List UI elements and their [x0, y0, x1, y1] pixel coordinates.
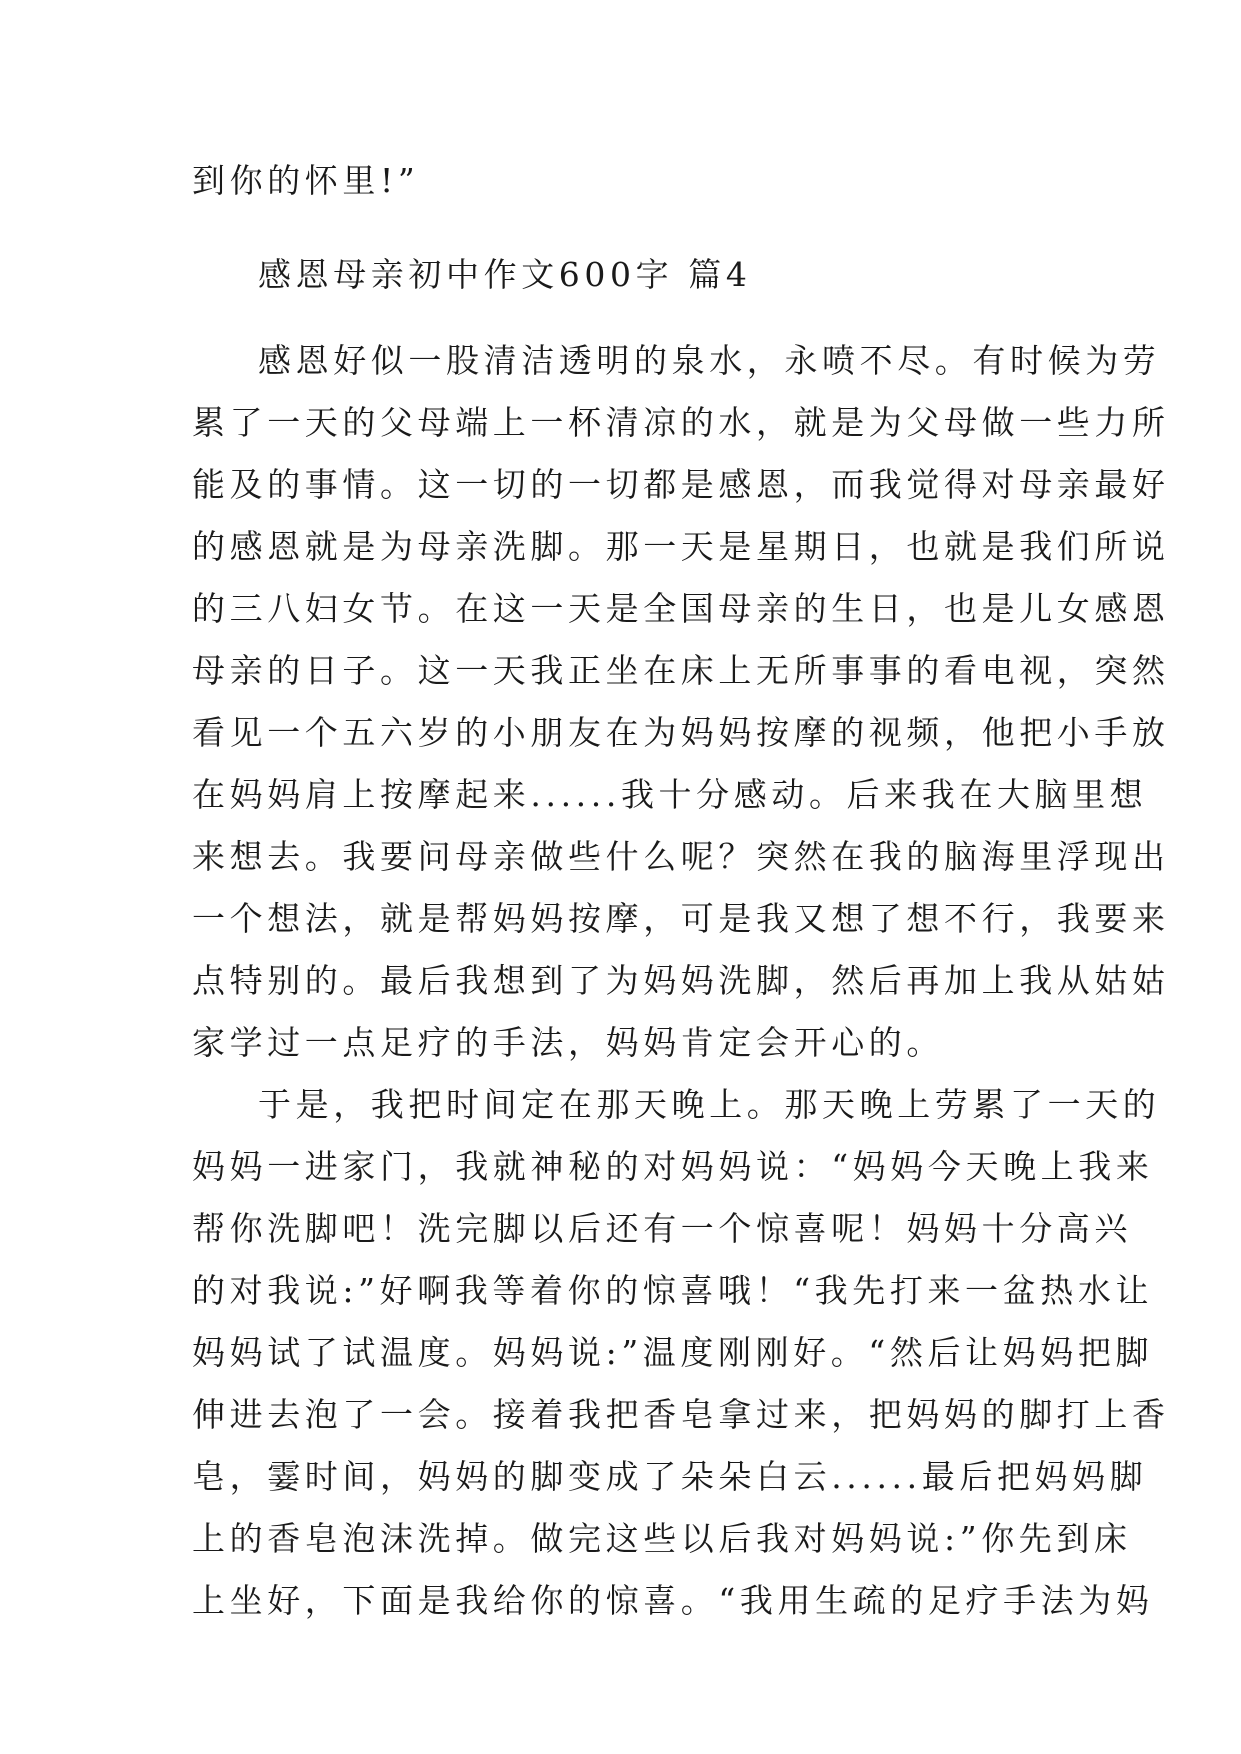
text-line: 母亲的日子。这一天我正坐在床上无所事事的看电视，突然 [192, 651, 1170, 690]
text-line: 妈妈试了试温度。妈妈说:”温度刚刚好。“然后让妈妈把脚 [192, 1333, 1154, 1372]
text-line: 皂，霎时间，妈妈的脚变成了朵朵白云......最后把妈妈脚 [192, 1457, 1148, 1496]
heading-text: 感恩母亲初中作文600字 篇4 [258, 255, 752, 294]
text-line: 上的香皂泡沫洗掉。做完这些以后我对妈妈说:”你先到床 [192, 1519, 1132, 1558]
text-line: 妈妈一进家门，我就神秘的对妈妈说：“妈妈今天晚上我来 [192, 1147, 1154, 1186]
essay-heading [192, 244, 1052, 306]
text-line: 于是，我把时间定在那天晚上。那天晚上劳累了一天的 [258, 1085, 1161, 1124]
previous-essay-ending [192, 150, 1052, 212]
text-line: 来想去。我要问母亲做些什么呢？突然在我的脑海里浮现出 [192, 837, 1170, 876]
paragraph-1 [192, 330, 1170, 1074]
text-line: 的感恩就是为母亲洗脚。那一天是星期日，也就是我们所说 [192, 527, 1170, 566]
text-line: 能及的事情。这一切的一切都是感恩，而我觉得对母亲最好 [192, 465, 1170, 504]
text-line: 累了一天的父母端上一杯清凉的水，就是为父母做一些力所 [192, 403, 1170, 442]
text-line: 伸进去泡了一会。接着我把香皂拿过来，把妈妈的脚打上香 [192, 1395, 1170, 1434]
text-line: 帮你洗脚吧！洗完脚以后还有一个惊喜呢！妈妈十分高兴 [192, 1209, 1132, 1248]
text-line: 看见一个五六岁的小朋友在为妈妈按摩的视频，他把小手放 [192, 713, 1170, 752]
text-line: 上坐好，下面是我给你的惊喜。“我用生疏的足疗手法为妈 [192, 1581, 1154, 1620]
text-line: 家学过一点足疗的手法，妈妈肯定会开心的。 [192, 1023, 944, 1062]
paragraph-2 [192, 1074, 1170, 1632]
text-line: 的对我说:”好啊我等着你的惊喜哦！“我先打来一盆热水让 [192, 1271, 1154, 1310]
text-line: 一个想法，就是帮妈妈按摩，可是我又想了想不行，我要来 [192, 899, 1170, 938]
text-line: 感恩好似一股清洁透明的泉水，永喷不尽。有时候为劳 [258, 341, 1161, 380]
text-line: 点特别的。最后我想到了为妈妈洗脚，然后再加上我从姑姑 [192, 961, 1170, 1000]
text-line: 在妈妈肩上按摩起来......我十分感动。后来我在大脑里想 [192, 775, 1148, 814]
text-line: 到你的怀里!” [192, 161, 420, 200]
text-line: 的三八妇女节。在这一天是全国母亲的生日，也是儿女感恩 [192, 589, 1170, 628]
essay-body [192, 330, 1170, 1632]
